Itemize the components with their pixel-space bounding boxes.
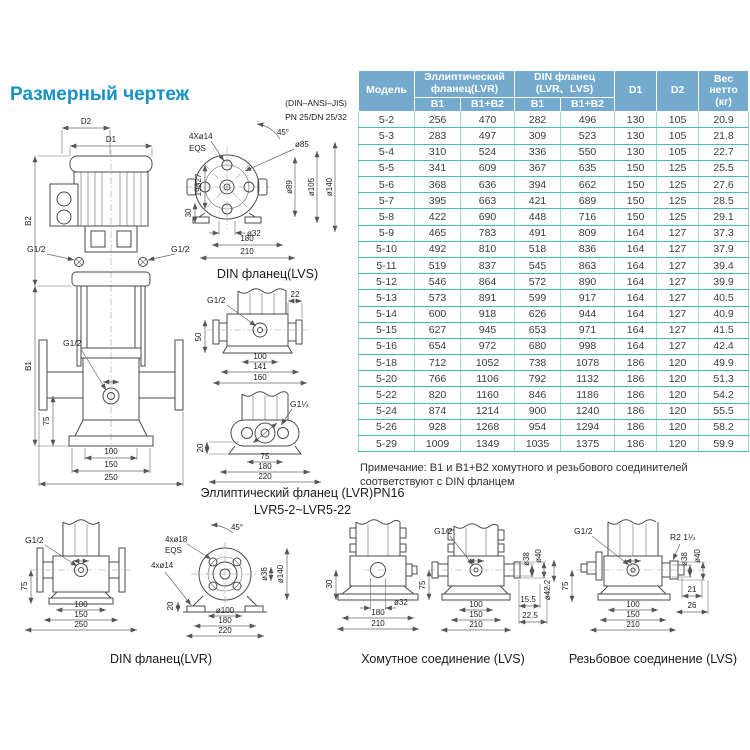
table-cell: 1294 [561, 419, 615, 435]
dim-label: 4xø14 [151, 561, 174, 570]
dim-label: 210 [469, 620, 483, 629]
table-cell: 125 [657, 193, 699, 209]
table-cell: 25.5 [699, 160, 749, 176]
spec-table-header [359, 71, 749, 112]
table-cell: 5-7 [359, 193, 415, 209]
table-cell: 310 [415, 144, 461, 160]
table-cell: 58.2 [699, 419, 749, 435]
table-cell: 125 [657, 160, 699, 176]
table-cell: 1078 [561, 355, 615, 371]
table-cell: 120 [657, 403, 699, 419]
table-cell: 524 [461, 144, 515, 160]
table-row [359, 225, 749, 241]
table-cell: 783 [461, 225, 515, 241]
dim-label: 75 [418, 580, 427, 590]
dim-label: 21 [687, 585, 697, 594]
table-cell: 51.3 [699, 371, 749, 387]
table-cell: 600 [415, 306, 461, 322]
table-cell: 164 [615, 257, 657, 273]
port-label: G1/2 [574, 526, 593, 536]
table-cell: 368 [415, 177, 461, 193]
drawing-side-small [195, 287, 360, 397]
caption-threaded: Резьбовое соединение (LVS) [568, 652, 738, 666]
port-label: G1/2 [434, 526, 453, 536]
dim-label: 75 [42, 416, 51, 426]
dim-label: ø140 [325, 177, 334, 197]
pn-label: PN 25/DN 25/32 [285, 112, 347, 122]
col-header-din: DIN фланец (LVR、LVS) [515, 71, 615, 98]
dim-label: 100 [469, 600, 483, 609]
table-cell: 164 [615, 290, 657, 306]
table-cell: 792 [515, 371, 561, 387]
spec-table [358, 70, 749, 452]
table-cell: 105 [657, 128, 699, 144]
port-label: G1/2 [27, 244, 46, 254]
dim-label: 45° [276, 128, 290, 137]
table-cell: 37.3 [699, 225, 749, 241]
table-cell: 809 [561, 225, 615, 241]
table-cell: 5-14 [359, 306, 415, 322]
table-cell: 1052 [461, 355, 515, 371]
drawing-pump-front [25, 100, 205, 490]
col-header-d1: D1 [615, 71, 657, 112]
col-header-d2: D2 [657, 71, 699, 112]
table-cell: 712 [415, 355, 461, 371]
dim-label: 30 [325, 579, 334, 589]
table-cell: 127 [657, 274, 699, 290]
table-row [359, 112, 749, 128]
drawing-din-lvs-top [185, 95, 350, 265]
table-cell: 164 [615, 322, 657, 338]
table-cell: 1132 [561, 371, 615, 387]
table-cell: 635 [561, 160, 615, 176]
dim-label: B2 [24, 216, 33, 226]
drawing-din-lvr-pair [15, 518, 307, 650]
table-cell: 21.8 [699, 128, 749, 144]
drawing-clamp-pair [325, 518, 558, 650]
dim-label: D1 [105, 135, 117, 144]
standard-label: (DIN–ANSI–JIS) [285, 98, 347, 108]
table-cell: 550 [561, 144, 615, 160]
dim-label: 100 [104, 447, 118, 456]
table-cell: 492 [415, 241, 461, 257]
dim-label: 150 [626, 610, 640, 619]
dim-label: ø85 [295, 140, 309, 149]
table-cell: 130 [615, 112, 657, 128]
table-cell: 5-22 [359, 387, 415, 403]
table-cell: 573 [415, 290, 461, 306]
table-cell: 599 [515, 290, 561, 306]
thread-label: R2 1¼ [670, 532, 696, 542]
table-cell: 186 [615, 387, 657, 403]
dim-label: 210 [626, 620, 640, 629]
table-row [359, 306, 749, 322]
table-cell: 120 [657, 419, 699, 435]
table-cell: 680 [515, 338, 561, 354]
table-row [359, 144, 749, 160]
table-cell: 150 [615, 160, 657, 176]
table-cell: 127 [657, 290, 699, 306]
table-cell: 1375 [561, 436, 615, 452]
table-cell: 186 [615, 436, 657, 452]
table-cell: 186 [615, 419, 657, 435]
table-cell: 164 [615, 274, 657, 290]
dim-label: 141 [253, 362, 267, 371]
dim-label: 50 [194, 332, 203, 342]
table-cell: 1186 [561, 387, 615, 403]
table-cell: 37.9 [699, 241, 749, 257]
table-cell: 766 [415, 371, 461, 387]
table-cell: 738 [515, 355, 561, 371]
port-label: G1/2 [25, 535, 44, 545]
table-cell: 54.2 [699, 387, 749, 403]
table-cell: 5-15 [359, 322, 415, 338]
drawing-threaded [556, 518, 750, 650]
table-cell: 150 [615, 209, 657, 225]
table-row [359, 241, 749, 257]
table-cell: 22.7 [699, 144, 749, 160]
table-cell: 5-12 [359, 274, 415, 290]
table-cell: 309 [515, 128, 561, 144]
table-row [359, 257, 749, 273]
table-cell: 5-9 [359, 225, 415, 241]
table-cell: 125 [657, 177, 699, 193]
dim-label: 75 [561, 581, 570, 591]
table-cell: 5-20 [359, 371, 415, 387]
table-cell: 28.5 [699, 193, 749, 209]
dim-label: 20 [166, 601, 175, 611]
table-cell: 394 [515, 177, 561, 193]
table-cell: 5-16 [359, 338, 415, 354]
table-cell: 341 [415, 160, 461, 176]
dim-label: EQS [189, 144, 206, 153]
table-row [359, 419, 749, 435]
table-cell: 127 [657, 225, 699, 241]
table-cell: 519 [415, 257, 461, 273]
table-row [359, 403, 749, 419]
dim-label: 4Xø14 [189, 132, 213, 141]
table-cell: 716 [561, 209, 615, 225]
table-cell: 636 [461, 177, 515, 193]
table-cell: 5-18 [359, 355, 415, 371]
dim-label: 30 [184, 208, 193, 218]
dim-label: ø38 [680, 552, 689, 566]
table-cell: 5-2 [359, 112, 415, 128]
dim-label: 22 [290, 290, 300, 299]
table-cell: 1035 [515, 436, 561, 452]
table-cell: 5-24 [359, 403, 415, 419]
table-cell: 1106 [461, 371, 515, 387]
table-cell: 1160 [461, 387, 515, 403]
table-cell: 891 [461, 290, 515, 306]
table-row [359, 177, 749, 193]
dim-label: 100 [626, 600, 640, 609]
dim-label: 220 [258, 472, 272, 481]
col-header-b1-din: B1 [515, 97, 561, 112]
dim-label: ø32 [247, 229, 261, 238]
col-header-b1b2-din: B1+B2 [561, 97, 615, 112]
table-cell: 491 [515, 225, 561, 241]
table-cell: 5-5 [359, 160, 415, 176]
table-cell: 421 [515, 193, 561, 209]
caption-elliptical-1: Эллиптический фланец (LVR)PN16 [200, 486, 405, 500]
table-cell: 820 [415, 387, 461, 403]
table-cell: 27.6 [699, 177, 749, 193]
dim-label: 180 [258, 462, 272, 471]
table-cell: 523 [561, 128, 615, 144]
table-cell: 127 [657, 338, 699, 354]
dim-label: 180 [218, 616, 232, 625]
table-cell: 120 [657, 436, 699, 452]
table-cell: 944 [561, 306, 615, 322]
table-cell: 5-3 [359, 128, 415, 144]
table-cell: 164 [615, 306, 657, 322]
dim-label: 22.5 [522, 611, 538, 620]
col-header-b1b2: B1+B2 [461, 97, 515, 112]
table-cell: 120 [657, 387, 699, 403]
table-cell: 42.4 [699, 338, 749, 354]
table-row [359, 387, 749, 403]
dim-label: 75 [20, 581, 29, 591]
table-cell: 5-8 [359, 209, 415, 225]
table-cell: 518 [515, 241, 561, 257]
table-cell: 626 [515, 306, 561, 322]
table-cell: 5-10 [359, 241, 415, 257]
caption-elliptical-2: LVR5-2~LVR5-22 [253, 503, 352, 517]
table-cell: 864 [461, 274, 515, 290]
table-cell: 164 [615, 225, 657, 241]
table-cell: 662 [561, 177, 615, 193]
dim-label: ø140 [276, 564, 285, 584]
table-cell: 282 [515, 112, 561, 128]
table-cell: 836 [561, 241, 615, 257]
dim-label: ø32 [394, 598, 408, 607]
dim-label: 220 [218, 626, 232, 635]
table-row [359, 128, 749, 144]
table-cell: 367 [515, 160, 561, 176]
table-cell: 1009 [415, 436, 461, 452]
table-cell: 497 [461, 128, 515, 144]
table-row [359, 322, 749, 338]
dim-label: 250 [74, 620, 88, 629]
dim-label: 45° [230, 523, 244, 532]
table-row [359, 274, 749, 290]
dim-label: ø89 [285, 180, 294, 194]
table-cell: 627 [415, 322, 461, 338]
dim-label: 75 [260, 452, 270, 461]
table-cell: 837 [461, 257, 515, 273]
table-cell: 164 [615, 338, 657, 354]
dim-label: 19ø27 [194, 173, 203, 197]
dim-label: D2 [80, 117, 92, 126]
table-cell: 422 [415, 209, 461, 225]
table-cell: 545 [515, 257, 561, 273]
table-cell: 120 [657, 355, 699, 371]
table-cell: 125 [657, 209, 699, 225]
dim-label: 210 [240, 247, 254, 256]
dim-label: 100 [253, 352, 267, 361]
table-cell: 127 [657, 241, 699, 257]
table-cell: 395 [415, 193, 461, 209]
table-cell: 1268 [461, 419, 515, 435]
table-row [359, 436, 749, 452]
table-cell: 572 [515, 274, 561, 290]
table-cell: 890 [561, 274, 615, 290]
caption-din-lvs: DIN фланец(LVS) [216, 267, 319, 281]
table-cell: 5-4 [359, 144, 415, 160]
table-cell: 186 [615, 355, 657, 371]
table-cell: 164 [615, 241, 657, 257]
port-label: G1/2 [63, 338, 82, 348]
dim-label: 100 [74, 600, 88, 609]
table-cell: 29.1 [699, 209, 749, 225]
table-cell: 186 [615, 403, 657, 419]
table-cell: 5-26 [359, 419, 415, 435]
table-cell: 846 [515, 387, 561, 403]
table-cell: 5-13 [359, 290, 415, 306]
table-cell: 971 [561, 322, 615, 338]
table-cell: 918 [461, 306, 515, 322]
dim-label: EQS [165, 546, 182, 555]
table-cell: 127 [657, 322, 699, 338]
table-cell: 256 [415, 112, 461, 128]
table-cell: 689 [561, 193, 615, 209]
caption-clamp: Хомутное соединение (LVS) [361, 652, 525, 666]
table-cell: 186 [615, 371, 657, 387]
port-label: G1/2 [207, 295, 226, 305]
col-header-b1: B1 [415, 97, 461, 112]
table-cell: 41.5 [699, 322, 749, 338]
table-row [359, 355, 749, 371]
table-cell: 5-6 [359, 177, 415, 193]
col-header-weight: Вес нетто (кг) [699, 71, 749, 112]
table-row [359, 371, 749, 387]
table-cell: 690 [461, 209, 515, 225]
dim-label: 180 [371, 608, 385, 617]
dim-label: ø40 [693, 549, 702, 563]
dim-label: ø100 [215, 606, 235, 615]
table-cell: 863 [561, 257, 615, 273]
dim-label: ø42.2 [543, 579, 552, 601]
table-row [359, 290, 749, 306]
table-cell: 465 [415, 225, 461, 241]
table-cell: 150 [615, 193, 657, 209]
table-cell: 470 [461, 112, 515, 128]
table-cell: 120 [657, 371, 699, 387]
dim-label: 210 [371, 619, 385, 628]
table-cell: 448 [515, 209, 561, 225]
table-cell: 20.9 [699, 112, 749, 128]
dim-label: 250 [104, 473, 118, 482]
table-cell: 609 [461, 160, 515, 176]
table-cell: 928 [415, 419, 461, 435]
dim-label: ø38 [522, 552, 531, 566]
table-cell: 654 [415, 338, 461, 354]
dim-label: 20 [196, 443, 205, 453]
table-cell: 130 [615, 144, 657, 160]
dim-label: 15.5 [520, 595, 536, 604]
page-title: Размерный чертеж [10, 84, 190, 105]
table-cell: 810 [461, 241, 515, 257]
table-cell: 972 [461, 338, 515, 354]
table-cell: 39.9 [699, 274, 749, 290]
spec-table-body [359, 112, 749, 452]
table-cell: 55.5 [699, 403, 749, 419]
dim-label: 160 [253, 373, 267, 382]
table-footnote: Примечание: B1 и B1+B2 хомутного и резьбового соединителей соответствуют с DIN фланцем [360, 462, 688, 489]
dim-label: B1 [24, 361, 33, 371]
table-cell: 130 [615, 128, 657, 144]
dim-label: 26 [687, 601, 697, 610]
col-header-model: Модель [359, 71, 415, 112]
dim-label: ø40 [534, 549, 543, 563]
table-row [359, 209, 749, 225]
table-cell: 39.4 [699, 257, 749, 273]
table-cell: 336 [515, 144, 561, 160]
table-cell: 496 [561, 112, 615, 128]
table-row [359, 160, 749, 176]
table-cell: 663 [461, 193, 515, 209]
table-cell: 1349 [461, 436, 515, 452]
col-header-elliptical: Эллиптический фланец(LVR) [415, 71, 515, 98]
table-cell: 874 [415, 403, 461, 419]
table-cell: 127 [657, 257, 699, 273]
table-cell: 954 [515, 419, 561, 435]
table-cell: 49.9 [699, 355, 749, 371]
table-row [359, 193, 749, 209]
table-cell: 917 [561, 290, 615, 306]
table-cell: 1214 [461, 403, 515, 419]
dim-label: 150 [469, 610, 483, 619]
table-cell: 998 [561, 338, 615, 354]
table-cell: 40.5 [699, 290, 749, 306]
dim-label: 150 [104, 460, 118, 469]
dim-label: ø36 [260, 567, 269, 581]
dim-label: 150 [74, 610, 88, 619]
table-cell: 5-11 [359, 257, 415, 273]
table-cell: 105 [657, 144, 699, 160]
table-cell: 150 [615, 177, 657, 193]
table-cell: 105 [657, 112, 699, 128]
table-cell: 546 [415, 274, 461, 290]
port-label: G1¼ [290, 399, 309, 409]
caption-din-lvr: DIN фланец(LVR) [110, 652, 212, 666]
table-cell: 59.9 [699, 436, 749, 452]
table-cell: 1240 [561, 403, 615, 419]
table-cell: 945 [461, 322, 515, 338]
port-label: G1/2 [171, 244, 190, 254]
dim-label: ø105 [307, 177, 316, 197]
table-cell: 40.9 [699, 306, 749, 322]
dim-label: 4xø18 [165, 535, 188, 544]
table-cell: 900 [515, 403, 561, 419]
table-cell: 5-29 [359, 436, 415, 452]
dim-label: 180 [240, 234, 254, 243]
table-cell: 653 [515, 322, 561, 338]
table-cell: 283 [415, 128, 461, 144]
table-cell: 127 [657, 306, 699, 322]
table-row [359, 338, 749, 354]
